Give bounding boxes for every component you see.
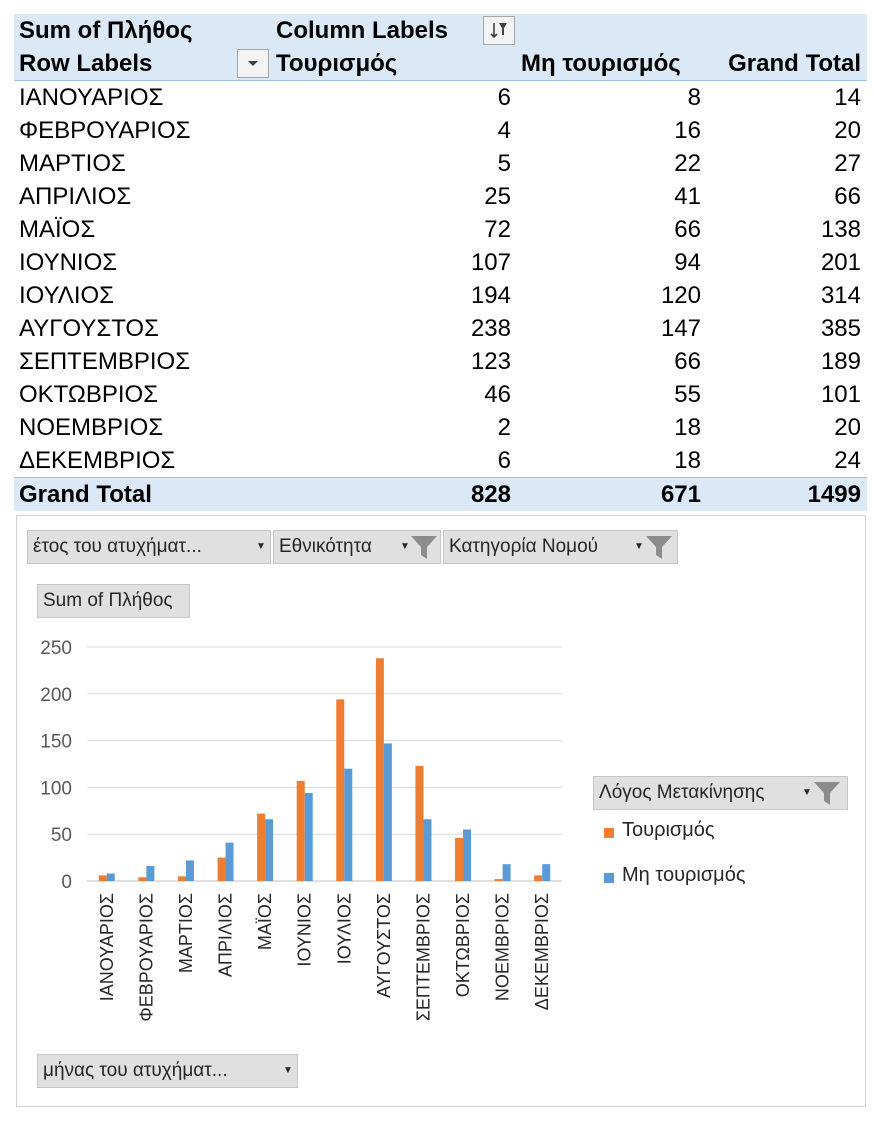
- filter-funnel-icon: [812, 779, 842, 807]
- y-tick-label: 150: [40, 731, 72, 753]
- value-total: 138: [820, 216, 861, 243]
- value-non-tourism: 66: [674, 348, 701, 375]
- bar-tourism: [455, 838, 463, 881]
- row-label: ΔΕΚΕΜΒΡΙΟΣ: [19, 447, 176, 474]
- bar-tourism: [534, 875, 542, 881]
- pivot-chart: [16, 515, 866, 1107]
- value-tourism: 5: [497, 150, 511, 177]
- bar-tourism: [99, 875, 107, 881]
- x-axis: [97, 893, 552, 1022]
- bar-non-tourism: [107, 874, 115, 881]
- pivot-row: [14, 444, 867, 477]
- value-total: 101: [820, 381, 861, 408]
- legend-field-label: Λόγος Μετακίνησης: [599, 782, 765, 803]
- bar-non-tourism: [226, 843, 234, 881]
- axis-field-button[interactable]: [37, 1054, 298, 1088]
- bar-non-tourism: [542, 864, 550, 881]
- bar-non-tourism: [146, 866, 154, 881]
- row-labels-filter-button[interactable]: [237, 49, 269, 78]
- bar-tourism: [336, 699, 344, 881]
- legend-label-tourism: Τουρισμός: [622, 819, 715, 841]
- value-total: 24: [834, 447, 861, 474]
- column-header-tourism: Τουρισμός: [276, 50, 398, 77]
- value-tourism: 4: [497, 117, 511, 144]
- value-non-tourism: 16: [674, 117, 701, 144]
- legend-swatch-non-tourism: [604, 873, 614, 883]
- column-labels-filter-button[interactable]: [483, 16, 515, 45]
- row-label: ΙΟΥΝΙΟΣ: [19, 249, 118, 276]
- value-tourism: 2: [497, 414, 511, 441]
- pivot-row: [14, 81, 867, 114]
- dropdown-arrow-icon: ▼: [283, 1065, 293, 1076]
- row-labels-header: Row Labels: [19, 50, 153, 77]
- nationality-filter-label: Εθνικότητα: [279, 536, 372, 557]
- row-label: ΝΟΕΜΒΡΙΟΣ: [19, 414, 164, 441]
- x-category-label: ΝΟΕΜΒΡΙΟΣ: [492, 893, 513, 1002]
- value-tourism: 72: [484, 216, 511, 243]
- row-label: ΦΕΒΡΟΥΑΡΙΟΣ: [19, 117, 191, 144]
- y-tick-label: 200: [40, 684, 72, 706]
- column-header-grand-total: Grand Total: [728, 50, 861, 77]
- bar-non-tourism: [423, 819, 431, 881]
- value-tourism: 6: [497, 447, 511, 474]
- pivot-row: [14, 279, 867, 312]
- value-total: 189: [820, 348, 861, 375]
- x-category-label: ΣΕΠΤΕΜΒΡΙΟΣ: [413, 893, 434, 1022]
- pivot-row: [14, 246, 867, 279]
- gridlines: [87, 647, 562, 881]
- row-label: ΜΑΪΟΣ: [19, 216, 96, 243]
- value-tourism: 123: [470, 348, 511, 375]
- y-axis: [40, 638, 72, 893]
- pivot-grand-total-row: [14, 477, 867, 511]
- bar-non-tourism: [265, 819, 273, 881]
- column-header-non-tourism: Μη τουρισμός: [521, 50, 681, 77]
- x-category-label: ΔΕΚΕΜΒΡΙΟΣ: [532, 893, 553, 1011]
- year-filter-label: έτος του ατυχήματ...: [33, 536, 202, 557]
- x-category-label: ΑΠΡΙΛΙΟΣ: [215, 893, 236, 978]
- value-total: 314: [820, 282, 861, 309]
- pivot-row: [14, 345, 867, 378]
- row-label: ΣΕΠΤΕΜΒΡΙΟΣ: [19, 348, 191, 375]
- pivot-header-row-1: [14, 14, 867, 47]
- value-non-tourism: 94: [674, 249, 701, 276]
- value-non-tourism: 66: [674, 216, 701, 243]
- bar-tourism: [415, 766, 423, 881]
- grand-total-label: Grand Total: [19, 481, 152, 508]
- legend-field-button[interactable]: [593, 776, 848, 810]
- pivot-header-row-2: [14, 47, 867, 81]
- row-label: ΙΑΝΟΥΑΡΙΟΣ: [19, 84, 164, 111]
- bar-non-tourism: [305, 793, 313, 881]
- value-tourism: 6: [497, 84, 511, 111]
- value-non-tourism: 22: [674, 150, 701, 177]
- bar-non-tourism: [463, 830, 471, 881]
- x-category-label: ΙΑΝΟΥΑΡΙΟΣ: [96, 893, 117, 1002]
- axis-field-label: μήνας του ατυχήματ...: [43, 1060, 228, 1081]
- x-category-label: ΜΑΡΤΙΟΣ: [175, 893, 196, 974]
- x-category-label: ΜΑΪΟΣ: [255, 893, 276, 951]
- y-tick-label: 100: [40, 778, 72, 800]
- row-label: ΜΑΡΤΙΟΣ: [19, 150, 126, 177]
- grand-total-non-tourism: 671: [660, 481, 701, 508]
- legend-label-non-tourism: Μη τουρισμός: [622, 864, 746, 886]
- value-field-label: Sum of Πλήθος: [43, 590, 173, 611]
- sort-filter-icon: [484, 17, 514, 44]
- value-non-tourism: 18: [674, 414, 701, 441]
- value-non-tourism: 18: [674, 447, 701, 474]
- legend-swatch-tourism: [604, 828, 614, 838]
- value-total: 20: [834, 117, 861, 144]
- bar-non-tourism: [384, 743, 392, 881]
- row-label: ΙΟΥΛΙΟΣ: [19, 282, 114, 309]
- value-total: 201: [820, 249, 861, 276]
- bar-tourism: [178, 876, 186, 881]
- bar-non-tourism: [344, 769, 352, 881]
- value-non-tourism: 41: [674, 183, 701, 210]
- pivot-row: [14, 114, 867, 147]
- y-tick-label: 250: [40, 638, 72, 659]
- value-non-tourism: 55: [674, 381, 701, 408]
- pivot-value-field-label: Sum of Πλήθος: [19, 17, 193, 44]
- column-labels-header: Column Labels: [276, 17, 449, 44]
- value-total: 20: [834, 414, 861, 441]
- value-tourism: 238: [470, 315, 511, 342]
- bar-non-tourism: [503, 864, 511, 881]
- pivot-row: [14, 312, 867, 345]
- bar-tourism: [257, 814, 265, 881]
- value-tourism: 194: [470, 282, 511, 309]
- bar-tourism: [495, 879, 503, 881]
- bars: [99, 658, 550, 881]
- value-non-tourism: 8: [687, 84, 701, 111]
- x-category-label: ΑΥΓΟΥΣΤΟΣ: [373, 893, 394, 998]
- value-tourism: 25: [484, 183, 511, 210]
- value-total: 14: [834, 84, 861, 111]
- value-tourism: 107: [470, 249, 511, 276]
- dropdown-arrow-icon: ▼: [256, 541, 266, 552]
- x-category-label: ΦΕΒΡΟΥΑΡΙΟΣ: [136, 893, 157, 1022]
- y-tick-label: 0: [61, 872, 72, 893]
- bar-tourism: [376, 658, 384, 881]
- pivot-row: [14, 147, 867, 180]
- bar-non-tourism: [186, 860, 194, 881]
- value-total: 385: [820, 315, 861, 342]
- prefecture-filter-label: Κατηγορία Νομού: [449, 536, 599, 557]
- pivot-row: [14, 378, 867, 411]
- x-category-label: ΙΟΥΝΙΟΣ: [294, 893, 315, 967]
- pivot-row: [14, 180, 867, 213]
- x-category-label: ΙΟΥΛΙΟΣ: [334, 893, 355, 965]
- value-tourism: 46: [484, 381, 511, 408]
- pivot-row: [14, 411, 867, 444]
- chart-plot-area: [17, 516, 865, 1106]
- value-non-tourism: 120: [660, 282, 701, 309]
- bar-tourism: [297, 781, 305, 881]
- value-non-tourism: 147: [660, 315, 701, 342]
- row-label: ΑΠΡΙΛΙΟΣ: [19, 183, 132, 210]
- pivot-table: [14, 14, 867, 511]
- bar-tourism: [138, 877, 146, 881]
- value-total: 66: [834, 183, 861, 210]
- bar-tourism: [218, 858, 226, 881]
- dropdown-arrow-icon: ▼: [802, 787, 812, 798]
- dropdown-arrow-icon: [238, 50, 268, 77]
- row-label: ΟΚΤΩΒΡΙΟΣ: [19, 381, 159, 408]
- grand-total-tourism: 828: [470, 481, 511, 508]
- y-tick-label: 50: [50, 825, 72, 847]
- row-label: ΑΥΓΟΥΣΤΟΣ: [19, 315, 159, 342]
- x-category-label: ΟΚΤΩΒΡΙΟΣ: [453, 893, 474, 998]
- grand-total-all: 1499: [807, 481, 861, 508]
- pivot-row: [14, 213, 867, 246]
- value-total: 27: [834, 150, 861, 177]
- dropdown-arrow-icon: ▼: [400, 541, 410, 552]
- dropdown-arrow-icon: ▼: [634, 541, 644, 552]
